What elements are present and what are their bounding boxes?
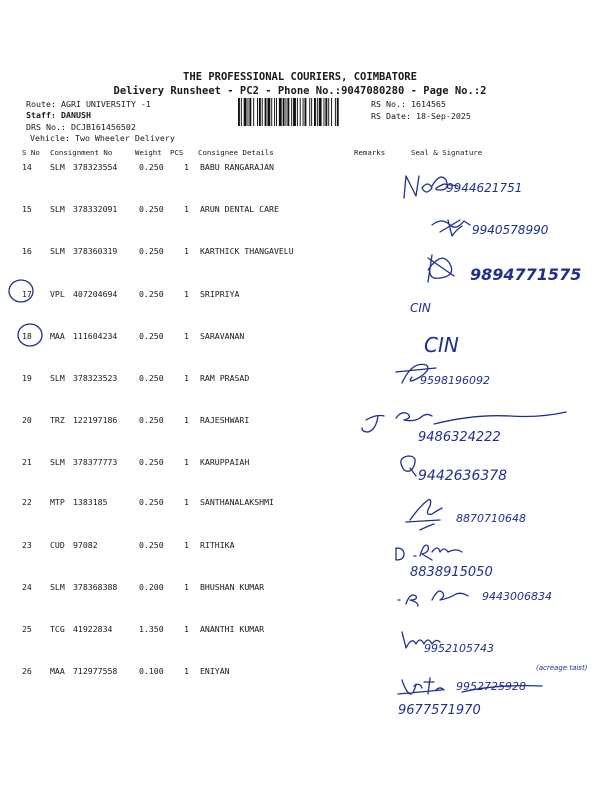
row-consignee: BHUSHAN KUMAR — [200, 582, 265, 592]
row-prefix: SLM — [50, 162, 65, 172]
row-consignment-no: 378323554 — [73, 162, 118, 172]
handwritten-phone-16: 9894771575 — [470, 265, 582, 284]
row-consignee: SARAVANAN — [200, 331, 245, 341]
route-label: Route: AGRI UNIVERSITY -1 — [26, 99, 151, 109]
row-sno: 22 — [22, 497, 32, 507]
row-prefix: SLM — [50, 246, 65, 256]
signature-24 — [398, 591, 468, 606]
row-sno: 19 — [22, 373, 32, 383]
col-seal-signature: Seal & Signature — [411, 148, 483, 157]
row-weight: 0.200 — [139, 582, 164, 592]
circle-mark-18 — [18, 324, 42, 346]
handwritten-phone-15: 9940578990 — [472, 223, 549, 237]
row-consignee: KARUPPAIAH — [200, 457, 250, 467]
row-consignee: RITHIKA — [200, 540, 235, 550]
row-consignment-no: 122197186 — [73, 415, 118, 425]
signature-16 — [428, 255, 454, 282]
row-consignee: BABU RANGARAJAN — [200, 162, 274, 172]
row-prefix: SLM — [50, 373, 65, 383]
handwritten-phone-26b: 9677571970 — [398, 703, 481, 718]
row-consignment-no: 378377773 — [73, 457, 118, 467]
row-pcs: 1 — [184, 204, 189, 214]
row-sno: 17 — [22, 289, 32, 299]
row-prefix: SLM — [50, 204, 65, 214]
row-sno: 18 — [22, 331, 32, 341]
col-remarks: Remarks — [354, 148, 386, 157]
row-pcs: 1 — [184, 289, 189, 299]
row-pcs: 1 — [184, 162, 189, 172]
row-sno: 26 — [22, 666, 32, 676]
handwritten-cin-17: CIN — [410, 301, 431, 315]
row-consignee: SANTHANALAKSHMI — [200, 497, 274, 507]
row-consignment-no: 378360319 — [73, 246, 118, 256]
row-weight: 0.250 — [139, 373, 164, 383]
row-pcs: 1 — [184, 540, 189, 550]
col-sno: S No — [22, 148, 40, 157]
row-weight: 0.250 — [139, 162, 164, 172]
signature-22 — [406, 500, 442, 530]
row-weight: 0.250 — [139, 331, 164, 341]
row-prefix: MAA — [50, 666, 65, 676]
strike-line-20 — [434, 412, 566, 424]
row-sno: 21 — [22, 457, 32, 467]
row-consignment-no: 1383185 — [73, 497, 108, 507]
signature-15 — [432, 220, 470, 236]
vehicle-label: Vehicle: Two Wheeler Delivery — [30, 133, 175, 143]
row-consignment-no: 41922834 — [73, 624, 113, 634]
row-weight: 0.250 — [139, 415, 164, 425]
row-sno: 14 — [22, 162, 32, 172]
row-consignment-no: 712977558 — [73, 666, 118, 676]
row-consignee: RAM PRASAD — [200, 373, 250, 383]
handwritten-cin-18: CIN — [424, 333, 459, 357]
row-prefix: MAA — [50, 331, 65, 341]
handwritten-phone-20: 9486324222 — [418, 430, 501, 445]
row-prefix: TRZ — [50, 415, 65, 425]
row-weight: 0.250 — [139, 289, 164, 299]
row-pcs: 1 — [184, 457, 189, 467]
row-sno: 24 — [22, 582, 32, 592]
signature-21 — [401, 456, 416, 476]
handwritten-phone-14: 9944621751 — [446, 181, 523, 195]
row-consignee: ENIYAN — [200, 666, 230, 676]
row-weight: 0.250 — [139, 204, 164, 214]
drs-label: DRS No.: DCJB161456502 — [26, 122, 136, 132]
row-consignment-no: 378332091 — [73, 204, 118, 214]
signature-23 — [396, 545, 462, 560]
row-prefix: SLM — [50, 582, 65, 592]
row-prefix: CUD — [50, 540, 65, 550]
row-prefix: VPL — [50, 289, 65, 299]
row-consignment-no: 407204694 — [73, 289, 118, 299]
handwritten-phone-26a: 9952725928 — [456, 680, 526, 693]
row-pcs: 1 — [184, 373, 189, 383]
handwritten-phone-22: 8870710648 — [456, 512, 526, 525]
row-pcs: 1 — [184, 582, 189, 592]
signature-26 — [398, 678, 444, 694]
row-pcs: 1 — [184, 415, 189, 425]
handwritten-phone-23: 8838915050 — [410, 565, 493, 580]
row-prefix: MTP — [50, 497, 65, 507]
row-consignment-no: 111604234 — [73, 331, 118, 341]
handwritten-phone-21: 9442636378 — [418, 468, 508, 484]
row-prefix: TCG — [50, 624, 65, 634]
row-weight: 0.250 — [139, 457, 164, 467]
handwritten-phone-19: 9598196092 — [420, 374, 490, 387]
row-weight: 0.250 — [139, 246, 164, 256]
row-weight: 1.350 — [139, 624, 164, 634]
col-weight: Weight — [135, 148, 162, 157]
rs-number: RS No.: 1614565 — [371, 99, 446, 109]
handwritten-note-26: (acreage taist) — [536, 664, 588, 672]
row-sno: 15 — [22, 204, 32, 214]
row-consignee: KARTHICK THANGAVELU — [200, 246, 294, 256]
row-weight: 0.250 — [139, 540, 164, 550]
rs-date: RS Date: 18-Sep-2025 — [371, 111, 471, 121]
row-sno: 25 — [22, 624, 32, 634]
row-pcs: 1 — [184, 666, 189, 676]
circle-mark-17 — [9, 280, 33, 302]
row-prefix: SLM — [50, 457, 65, 467]
row-consignment-no: 378368388 — [73, 582, 118, 592]
col-consignee: Consignee Details — [198, 148, 274, 157]
row-consignment-no: 378323523 — [73, 373, 118, 383]
row-weight: 0.100 — [139, 666, 164, 676]
company-name: THE PROFESSIONAL COURIERS, COIMBATORE — [183, 71, 417, 83]
row-sno: 16 — [22, 246, 32, 256]
row-weight: 0.250 — [139, 497, 164, 507]
handwritten-phone-24: 9443006834 — [482, 590, 552, 603]
row-consignment-no: 97082 — [73, 540, 98, 550]
row-pcs: 1 — [184, 497, 189, 507]
row-pcs: 1 — [184, 624, 189, 634]
col-pcs: PCS — [170, 148, 184, 157]
col-consignment: Consignment No — [50, 148, 113, 157]
row-pcs: 1 — [184, 331, 189, 341]
row-sno: 20 — [22, 415, 32, 425]
row-pcs: 1 — [184, 246, 189, 256]
row-consignee: RAJESHWARI — [200, 415, 250, 425]
handwritten-phone-25: 9952105743 — [424, 642, 494, 655]
row-consignee: SRIPRIYA — [200, 289, 240, 299]
row-consignee: ARUN DENTAL CARE — [200, 204, 279, 214]
row-consignee: ANANTHI KUMAR — [200, 624, 265, 634]
row-sno: 23 — [22, 540, 32, 550]
runsheet-subtitle: Delivery Runsheet - PC2 - Phone No.:9047080280 - Page No.:2 — [113, 85, 487, 97]
staff-label: Staff: DANUSH — [26, 110, 91, 120]
